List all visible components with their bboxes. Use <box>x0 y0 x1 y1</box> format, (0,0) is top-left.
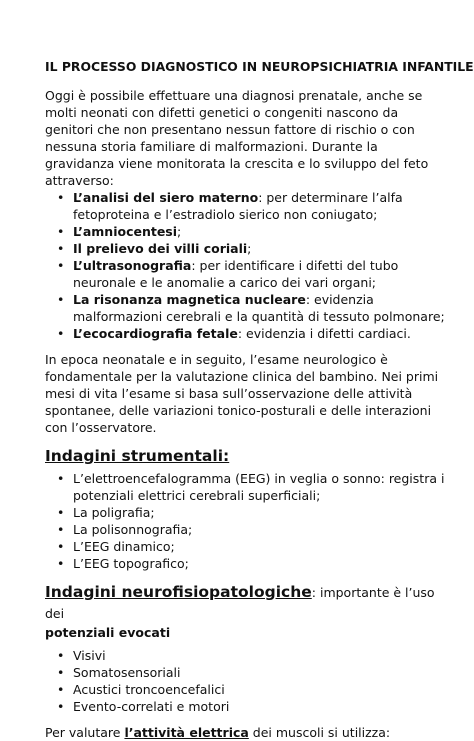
bullet-icon: • <box>57 522 65 537</box>
bullet-icon: • <box>57 682 65 697</box>
bullet-icon: • <box>57 258 65 273</box>
document-title: IL PROCESSO DIAGNOSTICO IN NEUROPSICHIATRIA INFANTILE <box>45 59 474 74</box>
list-item: • Evento-correlati e motori <box>57 699 230 714</box>
list-item: • La polisonnografia; <box>57 522 193 537</box>
neuro-list <box>45 647 445 715</box>
bullet-icon: • <box>57 665 65 680</box>
list-item: • L’EEG dinamico; <box>57 539 175 554</box>
list-item: • Acustici troncoencefalici <box>57 682 225 697</box>
list-item: • L’ecocardiografia fetale: evidenzia i difetti cardiaci. <box>57 326 411 341</box>
bullet-icon: • <box>57 224 65 239</box>
prenatal-list <box>45 189 445 342</box>
bullet-icon: • <box>57 326 65 341</box>
bullet-icon: • <box>57 190 65 205</box>
list-item: • L’amniocentesi; <box>57 224 182 239</box>
section-heading-strumentali: Indagini strumentali: <box>45 447 230 465</box>
bullet-icon: • <box>57 505 65 520</box>
intro-paragraph: Oggi è possibile effettuare una diagnosi prenatale, anche se molti neonati con difetti genetici o congeniti nascono da genitori che non presentano nessun fattore di rischio o con nessuna storia familiare di malformazioni. Durante la gravidanza viene monitorata la crescita e lo sviluppo del feto attraverso: <box>45 88 429 188</box>
final-line-emphasis: l’attività elettrica <box>124 725 249 740</box>
list-item: • L’analisi del siero materno: per determinare l’alfa fetoproteina e l’estradiolo sierico non coniugato; <box>57 190 403 222</box>
list-item: • L’EEG topografico; <box>57 556 189 571</box>
document-body <box>45 58 474 741</box>
list-item: • L’elettroencefalogramma (EEG) in veglia o sonno: registra i potenziali elettrici cerebrali superficiali; <box>57 471 445 503</box>
list-item: • Il prelievo dei villi coriali; <box>57 241 252 256</box>
list-item: • La risonanza magnetica nucleare: evidenzia malformazioni cerebrali e la quantità di tessuto polmonare; <box>57 292 445 324</box>
bullet-icon: • <box>57 648 65 663</box>
bullet-icon: • <box>57 699 65 714</box>
section-neuro-subtitle: potenziali evocati <box>45 625 171 640</box>
bullet-icon: • <box>57 292 65 307</box>
bullet-icon: • <box>57 471 65 486</box>
section-heading-neuro-rest: : importante è l’uso dei <box>45 585 435 621</box>
list-item: • Visivi <box>57 648 106 663</box>
section-heading-neuro <box>45 581 445 624</box>
bullet-icon: • <box>57 556 65 571</box>
neonatal-paragraph: In epoca neonatale e in seguito, l’esame neurologico è fondamentale per la valutazione clinica del bambino. Nei primi mesi di vita l’esame si basa sull’osservazione delle attività spontanee, delle variazioni tonico-posturali e delle interazioni con l’osservatore. <box>45 352 439 435</box>
list-item: • La poligrafia; <box>57 505 155 520</box>
final-line: Per valutare l’attività elettrica dei muscoli si utilizza: <box>45 725 391 740</box>
bullet-icon: • <box>57 241 65 256</box>
section-heading-neuro-title: Indagini neurofisiopatologiche <box>45 583 312 601</box>
bullet-icon: • <box>57 539 65 554</box>
strumentali-list <box>45 470 445 572</box>
list-item: • L’ultrasonografia: per identificare i difetti del tubo neuronale e le anomalie a carico dei vari organi; <box>57 258 399 290</box>
list-item: • Somatosensoriali <box>57 665 181 680</box>
